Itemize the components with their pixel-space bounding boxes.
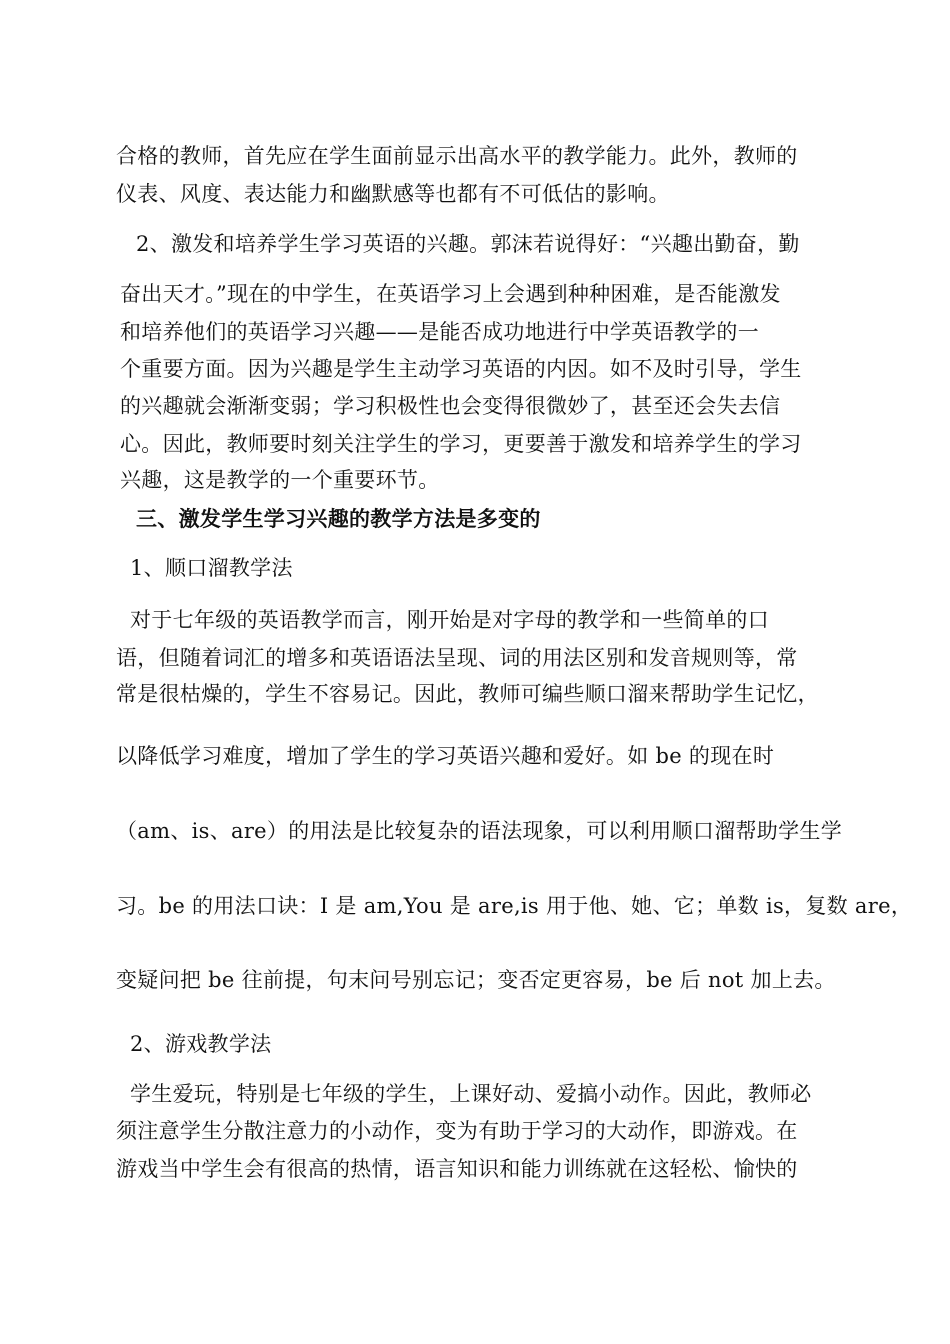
paragraph-line: 须注意学生分散注意力的小动作，变为有助于学习的大动作，即游戏。在 <box>116 1119 798 1143</box>
paragraph-line: 变疑问把 be 往前提，句末问号别忘记；变否定更容易，be 后 not 加上去。 <box>116 968 836 992</box>
paragraph-line: 的兴趣就会渐渐变弱；学习积极性也会变得很微妙了，甚至还会失去信 <box>120 394 781 418</box>
paragraph-line: 奋出天才。”现在的中学生，在英语学习上会遇到种种困难，是否能激发 <box>120 282 781 306</box>
paragraph-line: （am、is、are）的用法是比较复杂的语法现象，可以利用顺口溜帮助学生学 <box>116 819 843 843</box>
subsection-heading: 1、顺口溜教学法 <box>130 556 293 580</box>
paragraph-line: 仪表、风度、表达能力和幽默感等也都有不可低估的影响。 <box>116 182 670 206</box>
paragraph-line: 对于七年级的英语教学而言，刚开始是对字母的教学和一些简单的口 <box>130 608 769 632</box>
paragraph-line: 游戏当中学生会有很高的热情，语言知识和能力训练就在这轻松、愉快的 <box>116 1157 798 1181</box>
paragraph-line: 学生爱玩，特别是七年级的学生，上课好动、爱搞小动作。因此，教师必 <box>130 1082 812 1106</box>
paragraph-line: 语，但随着词汇的增多和英语语法呈现、词的用法区别和发音规则等，常 <box>116 646 798 670</box>
paragraph-line: 习。be 的用法口诀：I 是 am,You 是 are,is 用于他、她、它；单数 is，复数 are， <box>116 894 913 918</box>
paragraph-line: 合格的教师，首先应在学生面前显示出高水平的教学能力。此外，教师的 <box>116 144 798 168</box>
paragraph-line: 2、激发和培养学生学习英语的兴趣。郭沫若说得好：“兴趣出勤奋，勤 <box>136 232 800 256</box>
paragraph-line: 兴趣，这是教学的一个重要环节。 <box>120 468 440 492</box>
subsection-heading: 2、游戏教学法 <box>130 1032 272 1056</box>
paragraph-line: 常是很枯燥的，学生不容易记。因此，教师可编些顺口溜来帮助学生记忆， <box>116 682 819 706</box>
section-heading: 三、激发学生学习兴趣的教学方法是多变的 <box>136 506 541 531</box>
paragraph-line: 个重要方面。因为兴趣是学生主动学习英语的内因。如不及时引导，学生 <box>120 357 802 381</box>
paragraph-line: 心。因此，教师要时刻关注学生的学习，更要善于激发和培养学生的学习 <box>120 432 802 456</box>
paragraph-line: 和培养他们的英语学习兴趣——是能否成功地进行中学英语教学的一 <box>120 320 759 344</box>
paragraph-line: 以降低学习难度，增加了学生的学习英语兴趣和爱好。如 be 的现在时 <box>116 744 775 768</box>
